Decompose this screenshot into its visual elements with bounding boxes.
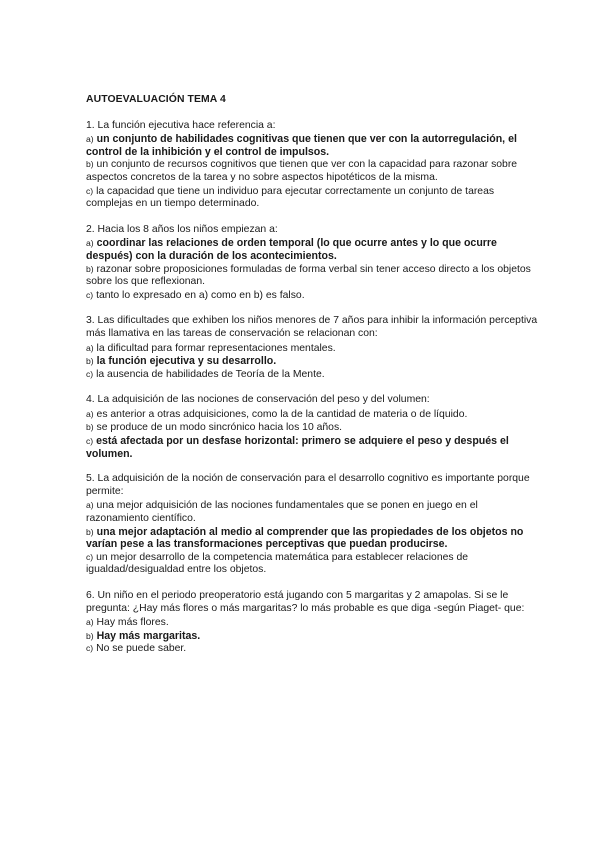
option-letter: c)	[86, 436, 94, 447]
option-text: razonar sobre proposiciones formuladas de forma verbal sin tener acceso directo a los objetos sobre los que reflexionan.	[86, 263, 531, 288]
option-text: la función ejecutiva y su desarrollo.	[96, 355, 277, 368]
option-b	[86, 421, 540, 435]
question-stem: 1. La función ejecutiva hace referencia a:	[86, 119, 276, 131]
option-text: es anterior a otras adquisiciones, como la de la cantidad de materia o de líquido.	[96, 408, 468, 420]
question-3	[86, 315, 540, 381]
option-text: Hay más margaritas.	[96, 629, 201, 642]
option-a	[86, 342, 540, 356]
option-text: un conjunto de habilidades cognitivas que tienen que ver con la autorregulación, el control de la inhibición y el control de impulsos.	[86, 133, 517, 158]
option-text: se produce de un modo sincrónico hacia los 10 años.	[96, 422, 343, 434]
option-letter: a)	[86, 238, 94, 249]
option-letter: c)	[86, 551, 94, 562]
option-c	[86, 368, 540, 382]
option-c	[86, 642, 540, 656]
option-c	[86, 185, 540, 211]
option-a	[86, 616, 540, 630]
option-letter: b)	[86, 422, 94, 433]
option-text: la capacidad que tiene un individuo para ejecutar correctamente un conjunto de tareas complejas en un tiempo determinado.	[86, 185, 495, 210]
option-text: tanto lo expresado en a) como en b) es falso.	[96, 289, 305, 301]
question-1	[86, 120, 540, 211]
option-c	[86, 435, 540, 460]
option-b	[86, 263, 540, 289]
option-a	[86, 237, 540, 262]
option-letter: b)	[86, 526, 94, 537]
option-letter: a)	[86, 408, 94, 419]
option-text: una mejor adaptación al medio al comprender que las propiedades de los objetos no varían pese a las transformaciones perceptivas que puedan producirse.	[86, 525, 524, 551]
option-text: coordinar las relaciones de orden temporal (lo que ocurre antes y lo que ocurre después) con la duración de los acontecimientos.	[86, 237, 497, 262]
option-b	[86, 630, 540, 643]
question-stem: 4. La adquisición de las nociones de conservación del peso y del volumen:	[86, 394, 430, 406]
option-letter: c)	[86, 368, 94, 379]
question-stem: 5. La adquisición de la noción de conservación para el desarrollo cognitivo es importante porque permite:	[86, 473, 530, 497]
document-title: AUTOEVALUACIÓN TEMA 4	[86, 94, 226, 105]
option-c	[86, 551, 540, 577]
option-text: una mejor adquisición de las nociones fundamentales que se ponen en juego en el razonamiento científico.	[86, 500, 478, 525]
option-letter: a)	[86, 617, 94, 628]
option-a	[86, 499, 540, 525]
question-stem: 3. Las dificultades que exhiben los niños menores de 7 años para inhibir la información perceptiva más llamativa en las tareas de conservación se relacionan con:	[86, 315, 538, 339]
question-6	[86, 590, 540, 656]
option-letter: c)	[86, 185, 94, 196]
question-5	[86, 473, 540, 577]
option-c	[86, 289, 540, 303]
option-text: Hay más flores.	[96, 617, 169, 629]
option-a	[86, 408, 540, 422]
option-letter: b)	[86, 159, 94, 170]
question-stem: 2. Hacia los 8 años los niños empiezan a:	[86, 223, 278, 235]
option-b	[86, 158, 540, 184]
option-text: No se puede saber.	[96, 643, 187, 655]
option-text: la ausencia de habilidades de Teoría de la Mente.	[96, 368, 325, 380]
question-4	[86, 394, 540, 460]
option-text: la dificultad para formar representaciones mentales.	[96, 342, 336, 354]
option-text: está afectada por un desfase horizontal: primero se adquiere el peso y después el volumen.	[86, 435, 509, 460]
question-2	[86, 224, 540, 303]
option-letter: c)	[86, 643, 94, 654]
question-stem: 6. Un niño en el periodo preoperatorio está jugando con 5 margaritas y 2 amapolas. Si se le pregunta: ¿Hay más flores o más margaritas? lo más probable es que diga -según Piaget- que:	[86, 590, 525, 614]
option-a	[86, 133, 540, 158]
option-b	[86, 355, 540, 368]
option-letter: b)	[86, 630, 94, 641]
option-letter: a)	[86, 134, 94, 145]
option-b	[86, 526, 540, 551]
option-letter: c)	[86, 289, 94, 300]
option-letter: b)	[86, 356, 94, 367]
option-text: un conjunto de recursos cognitivos que tienen que ver con la capacidad para razonar sobre aspectos concretos de la tarea y no sobre aspectos hipotéticos de la misma.	[86, 159, 518, 183]
option-letter: a)	[86, 500, 94, 511]
option-letter: a)	[86, 342, 94, 353]
option-text: un mejor desarrollo de la competencia matemática para establecer relaciones de igualdad/desigualdad entre los objetos.	[86, 551, 469, 576]
option-letter: b)	[86, 263, 94, 274]
